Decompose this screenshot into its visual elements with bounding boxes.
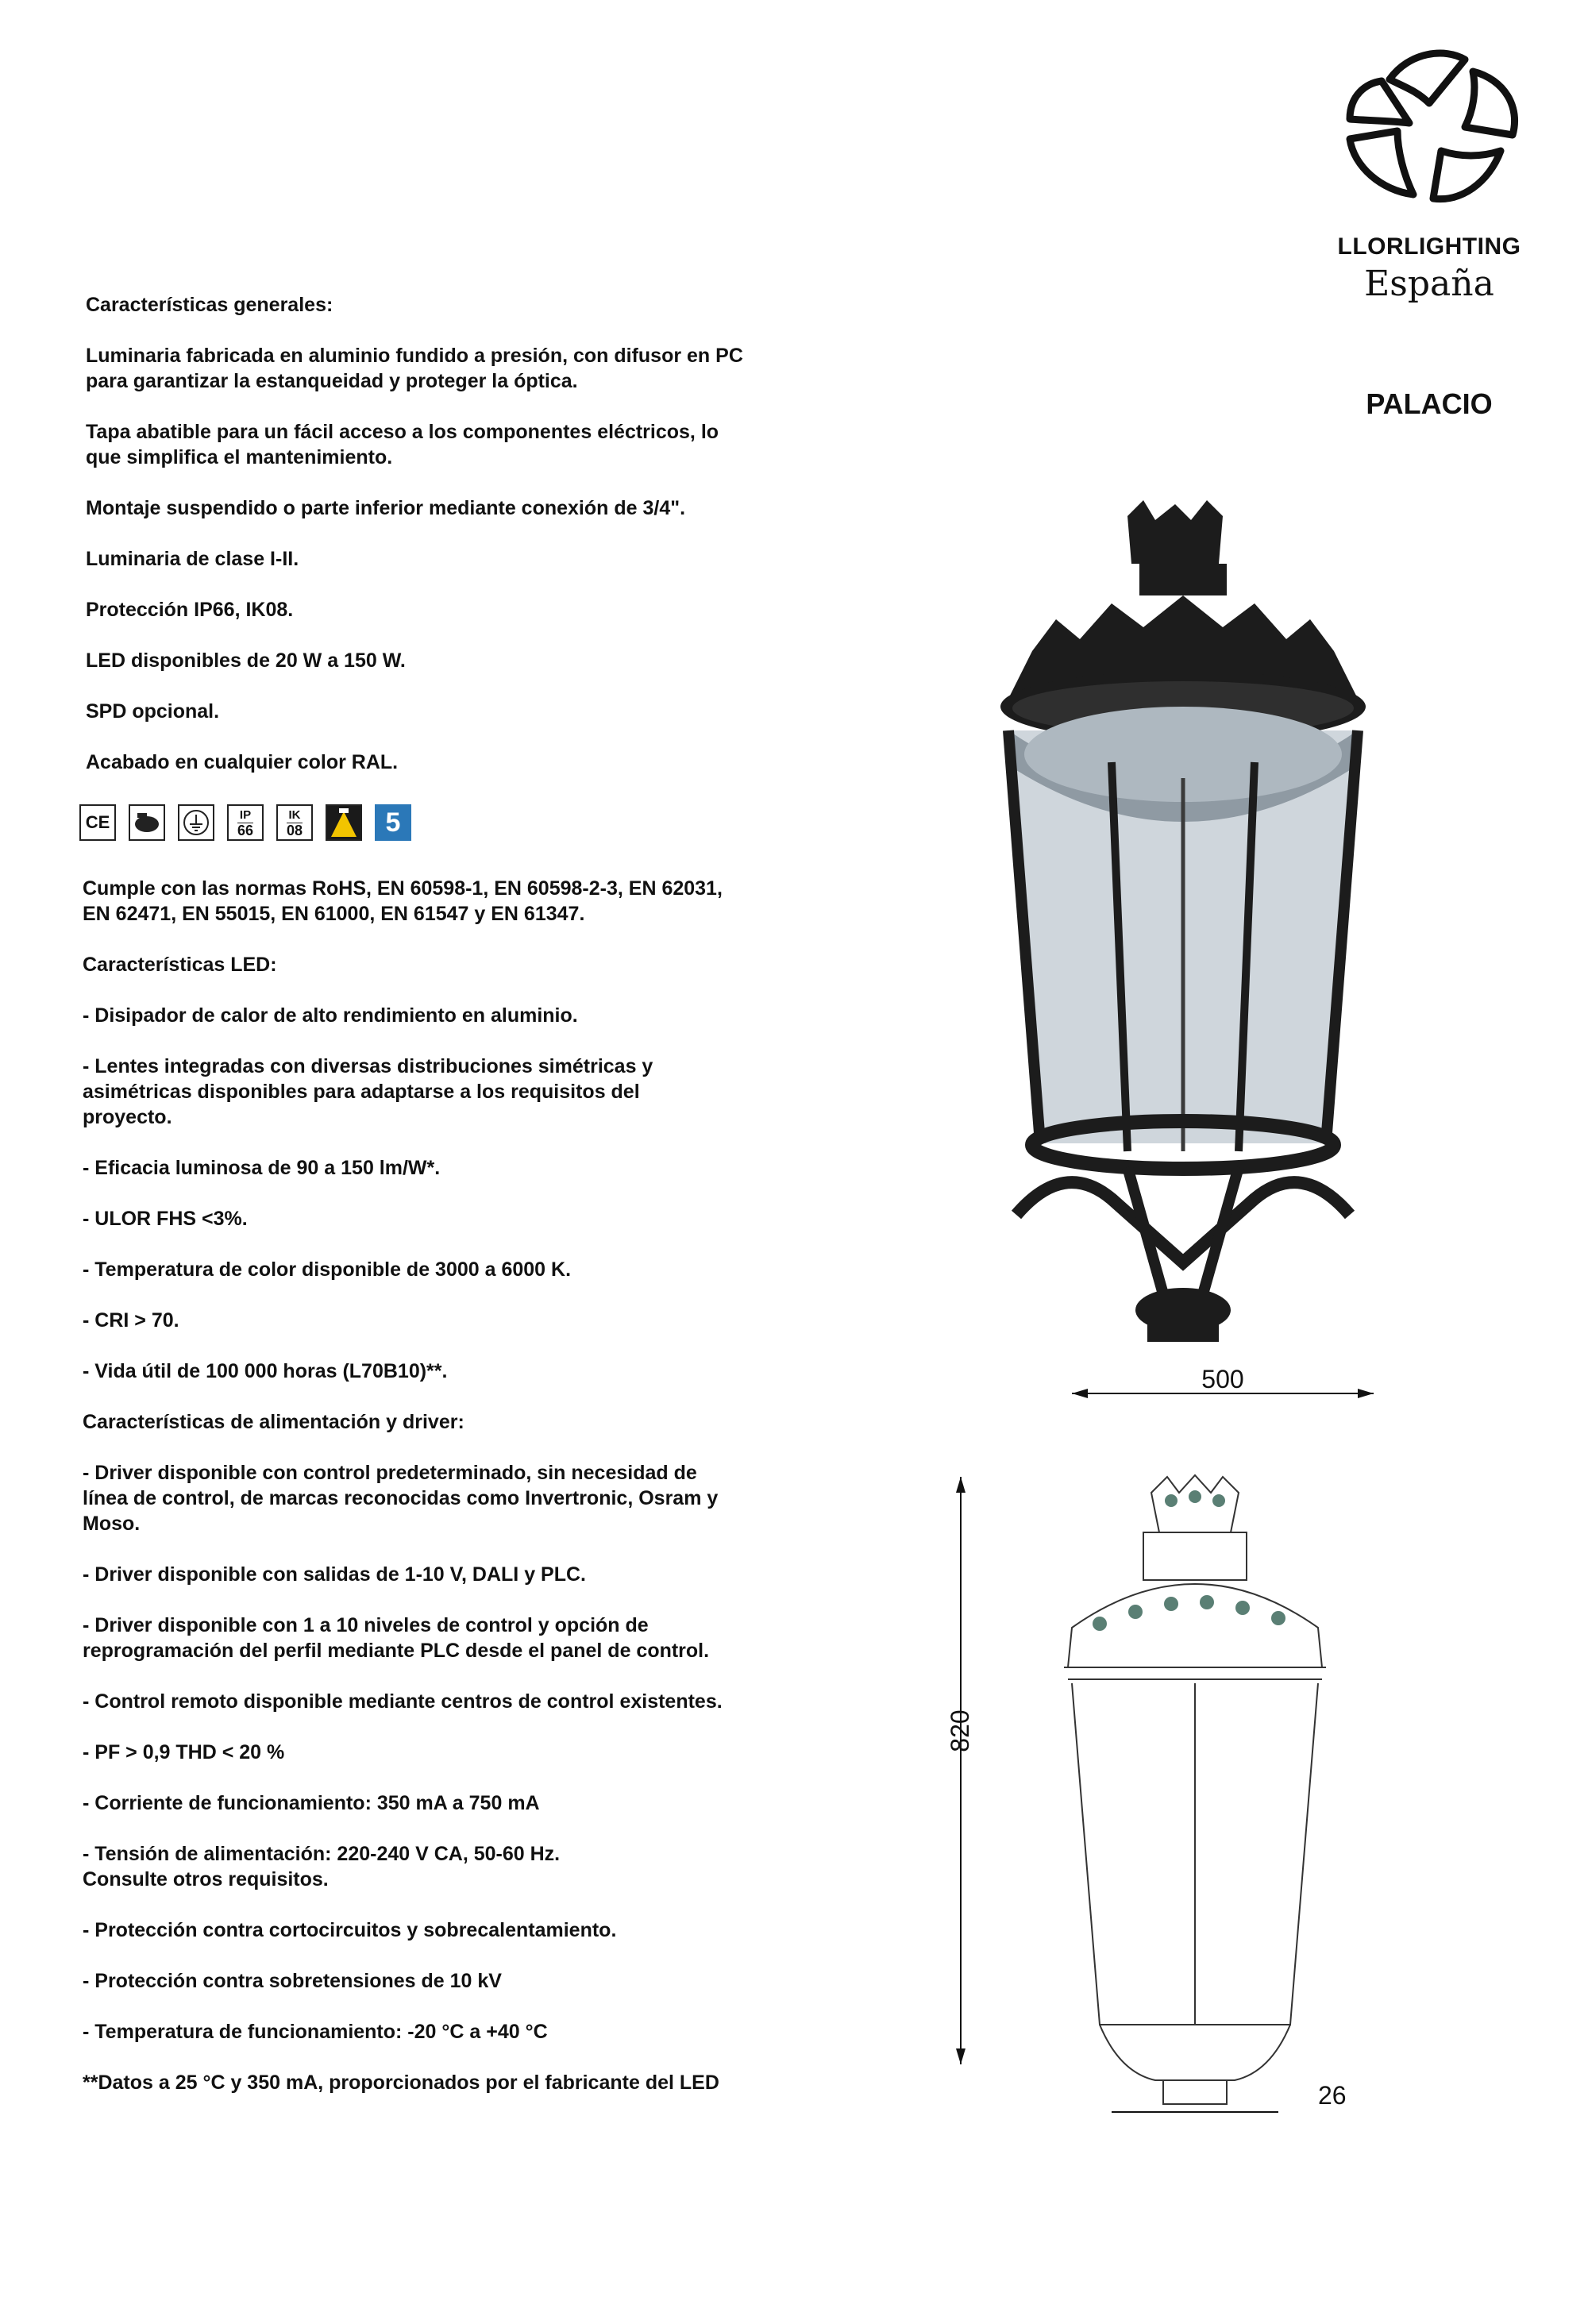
warranty-5-years-icon: 5 — [375, 804, 411, 841]
spec-text: - Driver disponible con control predeterminado, sin necesidad de línea de control, de marcas reconocidas como Invertronic, Osram y Moso. — [83, 1462, 719, 1535]
product-title: PALACIO — [1366, 387, 1493, 420]
spec-text: - ULOR FHS <3%. — [83, 1208, 248, 1230]
spec-text: - CRI > 70. — [83, 1309, 179, 1332]
ip-value: 66 — [237, 822, 254, 838]
brand-subtitle: España — [1364, 264, 1494, 304]
led-light-icon — [326, 804, 362, 841]
llorlighting-logo-icon — [1334, 48, 1524, 206]
footnote: **Datos a 25 °C y 350 mA, proporcionados por el fabricante del LED — [83, 2072, 719, 2094]
feature-text: Luminaria de clase I-II. — [86, 548, 299, 570]
feature-text: LED disponibles de 20 W a 150 W. — [86, 649, 406, 672]
brand-block — [1302, 48, 1556, 304]
general-features — [86, 292, 800, 775]
spec-text: - Lentes integradas con diversas distribuciones simétricas y asimétricas disponibles para adaptarse a los requisitos del proyecto. — [83, 1055, 653, 1128]
spec-text: - Protección contra sobretensiones de 10 kV — [83, 1970, 502, 1992]
product-photo — [985, 500, 1382, 1362]
ce-mark-icon: CE — [79, 804, 116, 841]
spec-text: - Vida útil de 100 000 horas (L70B10)**. — [83, 1360, 448, 1382]
spec-text: - Protección contra cortocircuitos y sobrecalentamiento. — [83, 1919, 617, 1941]
ip-label: IP — [239, 807, 252, 822]
base-dimension: 26 — [1318, 2081, 1347, 2110]
spec-text: - Disipador de calor de alto rendimiento en aluminio. — [83, 1004, 578, 1027]
ik-label: IK — [288, 807, 301, 822]
spec-text: - PF > 0,9 THD < 20 % — [83, 1741, 285, 1763]
detailed-specs — [83, 876, 797, 2095]
spec-text: - Eficacia luminosa de 90 a 150 lm/W*. — [83, 1157, 441, 1179]
spec-heading: Características LED: — [83, 954, 277, 976]
spec-text: Cumple con las normas RoHS, EN 60598-1, EN 60598-2-3, EN 62031, EN 62471, EN 55015, EN 61000, EN 61547 y EN 61347. — [83, 877, 723, 925]
spec-text: - Control remoto disponible mediante centros de control existentes. — [83, 1690, 723, 1713]
general-heading: Características generales: — [86, 294, 333, 316]
spec-text: - Tensión de alimentación: 220-240 V CA, 50-60 Hz. Consulte otros requisitos. — [83, 1843, 561, 1890]
feature-text: Acabado en cualquier color RAL. — [86, 751, 399, 773]
width-dimension: 500 — [1201, 1365, 1244, 1393]
dimension-drawing — [929, 1365, 1405, 2116]
feature-text: SPD opcional. — [86, 700, 220, 723]
feature-text: Montaje suspendido o parte inferior mediante conexión de 3/4". — [86, 497, 686, 519]
brand-name: LLORLIGHTING — [1337, 233, 1521, 260]
ik-value: 08 — [286, 822, 303, 838]
feature-text: Protección IP66, IK08. — [86, 599, 294, 621]
spec-text: - Driver disponible con salidas de 1-10 V, DALI y PLC. — [83, 1563, 586, 1586]
height-dimension: 820 — [946, 1709, 974, 1752]
ik08-icon — [276, 804, 313, 841]
spec-text: - Corriente de funcionamiento: 350 mA a 750 mA — [83, 1792, 540, 1814]
certification-icons — [79, 804, 411, 844]
ip66-icon — [227, 804, 264, 841]
spec-text: - Temperatura de funcionamiento: -20 °C a +40 °C — [83, 2021, 548, 2043]
class-ii-icon — [178, 804, 214, 841]
spec-heading: Características de alimentación y driver: — [83, 1411, 464, 1433]
feature-text: Tapa abatible para un fácil acceso a los componentes eléctricos, lo que simplifica el mantenimiento. — [86, 421, 719, 468]
enec-mark-icon — [129, 804, 165, 841]
feature-text: Luminaria fabricada en aluminio fundido a presión, con difusor en PC para garantizar la estanqueidad y proteger la óptica. — [86, 345, 743, 392]
spec-text: - Driver disponible con 1 a 10 niveles de control y opción de reprogramación del perfil mediante PLC desde el panel de control. — [83, 1614, 710, 1662]
spec-text: - Temperatura de color disponible de 3000 a 6000 K. — [83, 1258, 572, 1281]
